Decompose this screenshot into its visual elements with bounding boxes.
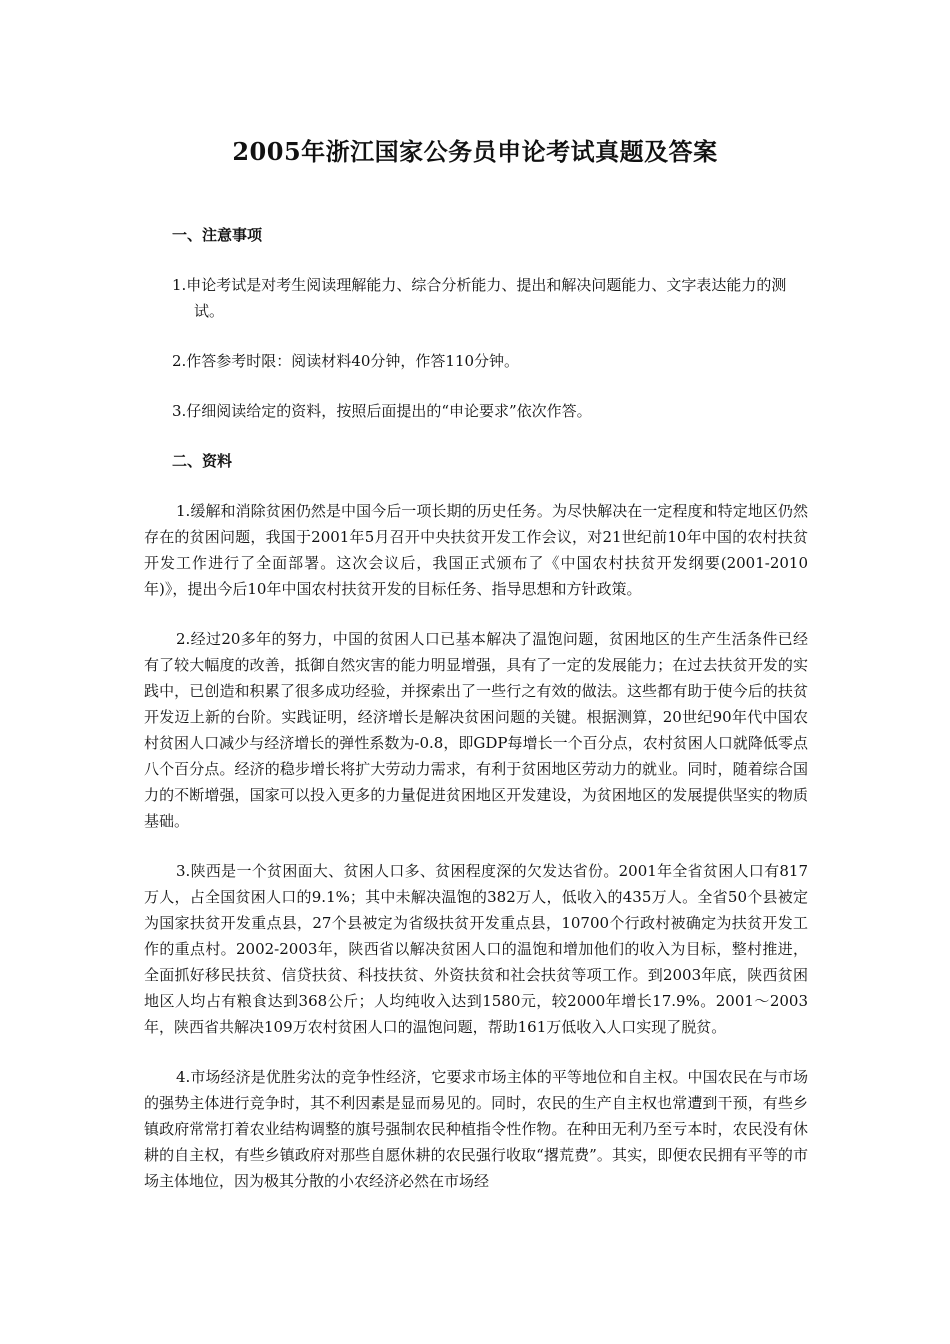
material-paragraph: 1.缓解和消除贫困仍然是中国今后一项长期的历史任务。为尽快解决在一定程度和特定地区仍然存在的贫困问题，我国于2001年5月召开中央扶贫开发工作会议，对21世纪前10年中国的农村扶贫开发工作进行了全面部署。这次会议后，我国正式颁布了《中国农村扶贫开发纲要(2001-2010年)》，提出今后10年中国农村扶贫开发的目标任务、指导思想和方针政策。 [144,502,808,598]
note-item: 2.作答参考时限：阅读材料40分钟，作答110分钟。 [172,352,520,370]
page-title: 2005年浙江国家公务员申论考试真题及答案 [232,137,718,166]
section-heading-materials: 二、资料 [172,452,233,470]
material-paragraph: 4.市场经济是优胜劣汰的竞争性经济，它要求市场主体的平等地位和自主权。中国农民在与市场的强势主体进行竞争时，其不利因素是显而易见的。同时，农民的生产自主权也常遭到干预，有些乡镇政府常常打着农业结构调整的旗号强制农民种植指令性作物。在种田无利乃至亏本时，农民没有休耕的自主权，有些乡镇政府对那些自愿休耕的农民强行收取“撂荒费”。其实，即便农民拥有平等的市场主体地位，因为极其分散的小农经济必然在市场经 [144,1068,808,1190]
material-paragraph: 3.陕西是一个贫困面大、贫困人口多、贫困程度深的欠发达省份。2001年全省贫困人口有817万人，占全国贫困人口的9.1%；其中未解决温饱的382万人，低收入的435万人。全省50个县被定为国家扶贫开发重点县，27个县被定为省级扶贫开发重点县，10700个行政村被确定为扶贫开发工作的重点村。2002-2003年，陕西省以解决贫困人口的温饱和增加他们的收入为目标，整村推进，全面抓好移民扶贫、信贷扶贫、科技扶贫、外资扶贫和社会扶贫等项工作。到2003年底，陕西贫困地区人均占有粮食达到368公斤；人均纯收入达到1580元，较2000年增长17.9%。2001～2003年，陕西省共解决109万农村贫困人口的温饱问题，帮助161万低收入人口实现了脱贫。 [144,862,808,1036]
note-item: 3.仔细阅读给定的资料，按照后面提出的“申论要求”依次作答。 [172,402,592,420]
material-paragraph: 2.经过20多年的努力，中国的贫困人口已基本解决了温饱问题，贫困地区的生产生活条件已经有了较大幅度的改善，抵御自然灾害的能力明显增强，具有了一定的发展能力；在过去扶贫开发的实践中，已创造和积累了很多成功经验，并探索出了一些行之有效的做法。这些都有助于使今后的扶贫开发迈上新的台阶。实践证明，经济增长是解决贫困问题的关键。根据测算，20世纪90年代中国农村贫困人口减少与经济增长的弹性系数为-0.8，即GDP每增长一个百分点，农村贫困人口就降低零点八个百分点。经济的稳步增长将扩大劳动力需求，有利于贫困地区劳动力的就业。同时，随着综合国力的不断增强，国家可以投入更多的力量促进贫困地区开发建设，为贫困地区的发展提供坚实的物质基础。 [144,630,808,830]
note-item: 1.申论考试是对考生阅读理解能力、综合分析能力、提出和解决问题能力、文字表达能力的测试。 [172,276,787,320]
document-body [144,222,808,1218]
section-heading-notes: 一、注意事项 [172,226,263,244]
